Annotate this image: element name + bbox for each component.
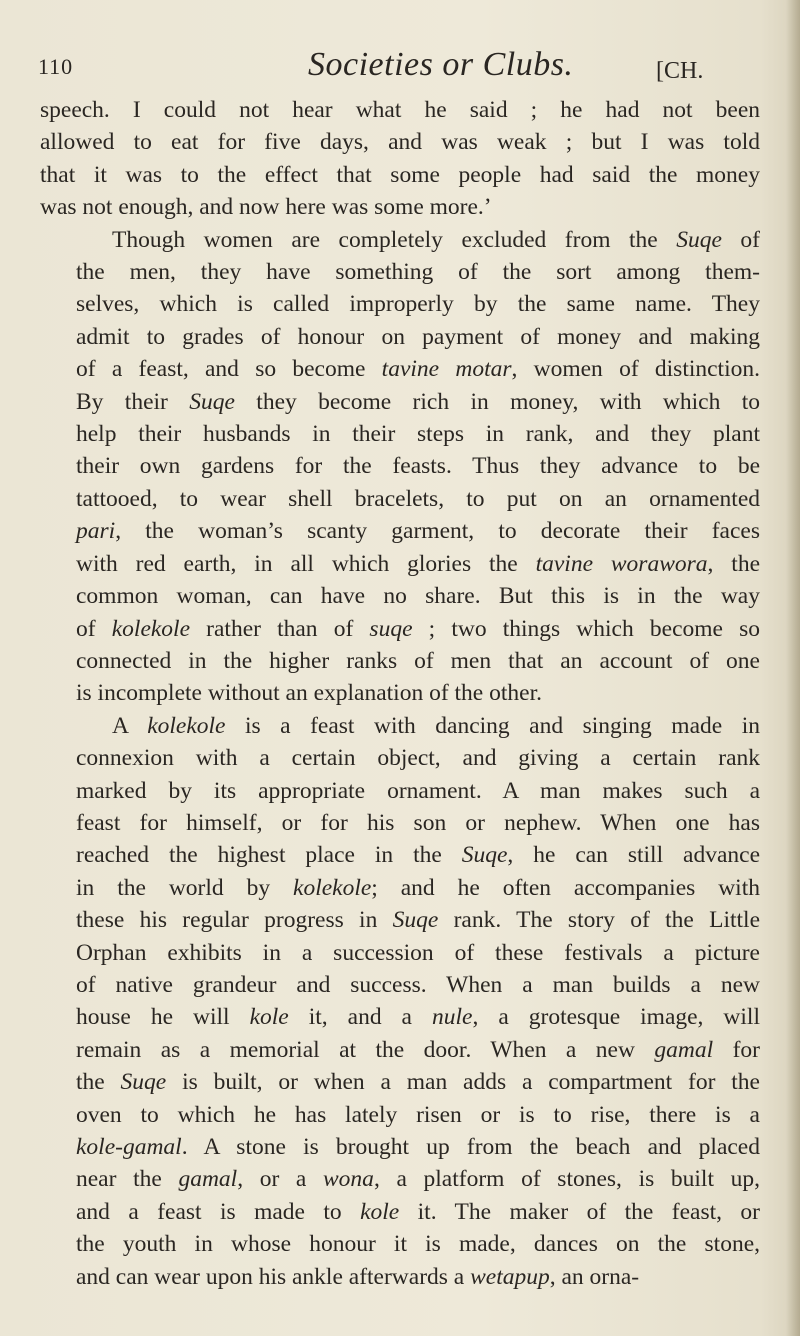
paragraph <box>40 224 760 710</box>
text-line: pari, the woman’s scanty garment, to decorate their faces <box>76 518 760 545</box>
text-line: their own gardens for the feasts. Thus they advance to be <box>76 453 760 480</box>
page-edge-shadow <box>786 0 800 1336</box>
running-head <box>38 46 758 96</box>
text-line: that it was to the effect that some people had said the money <box>40 161 760 188</box>
text-line: common woman, can have no share. But this is in the way <box>76 583 760 610</box>
text-line: was not enough, and now here was some more.’ <box>40 194 492 221</box>
text-line: feast for himself, or for his son or nephew. When one has <box>76 809 760 836</box>
body-text <box>40 94 760 1293</box>
text-line: A kolekole is a feast with dancing and singing made in <box>112 712 760 739</box>
text-line: tattooed, to wear shell bracelets, to put on an ornamented <box>76 485 760 512</box>
text-line: allowed to eat for five days, and was weak ; but I was told <box>40 129 760 156</box>
page-number: 110 <box>38 54 74 79</box>
text-line: is incomplete without an explanation of the other. <box>76 680 542 707</box>
text-line: of kolekole rather than of suqe ; two things which become so <box>76 615 760 642</box>
text-line: Though women are completely excluded from the Suqe of <box>112 226 760 253</box>
text-line: the youth in whose honour it is made, dances on the stone, <box>76 1231 760 1258</box>
chapter-mark: [CH. <box>656 58 704 84</box>
text-line: reached the highest place in the Suqe, he can still advance <box>76 842 761 869</box>
running-title: Societies or Clubs. <box>308 46 574 83</box>
text-line: these his regular progress in Suqe rank. The story of the Little <box>76 907 760 934</box>
text-line: By their Suqe they become rich in money, with which to <box>76 388 760 415</box>
text-line: marked by its appropriate ornament. A man makes such a <box>76 777 760 804</box>
text-line: and can wear upon his ankle afterwards a wetapup, an orna- <box>76 1263 640 1290</box>
text-line: near the gamal, or a wona, a platform of stones, is built up, <box>76 1166 760 1193</box>
text-line: oven to which he has lately risen or is to rise, there is a <box>76 1101 760 1128</box>
text-line: kole-gamal. A stone is brought up from the beach and placed <box>76 1134 760 1160</box>
text-line: help their husbands in their steps in rank, and they plant <box>76 421 760 448</box>
text-line: of native grandeur and success. When a man builds a new <box>76 971 760 998</box>
text-line: and a feast is made to kole it. The maker of the feast, or <box>76 1198 760 1225</box>
text-line: the Suqe is built, or when a man adds a compartment for the <box>76 1069 760 1096</box>
paragraph <box>40 710 760 1293</box>
text-line: connected in the higher ranks of men that an account of one <box>76 647 760 674</box>
paragraph <box>40 94 760 224</box>
text-line: with red earth, in all which glories the tavine worawora, the <box>76 550 761 577</box>
text-line: house he will kole it, and a nule, a grotesque image, will <box>76 1004 760 1031</box>
text-line: speech. I could not hear what he said ; he had not been <box>40 97 760 123</box>
text-line: connexion with a certain object, and giving a certain rank <box>76 745 760 772</box>
text-line: admit to grades of honour on payment of money and making <box>76 323 760 350</box>
text-line: selves, which is called improperly by the same name. They <box>76 291 760 318</box>
text-line: of a feast, and so become tavine motar, women of distinction. <box>76 356 760 383</box>
text-line: remain as a memorial at the door. When a new gamal for <box>76 1036 760 1063</box>
text-line: Orphan exhibits in a succession of these festivals a picture <box>76 939 760 966</box>
text-line: in the world by kolekole; and he often accompanies with <box>76 874 760 901</box>
text-line: the men, they have something of the sort among them- <box>76 259 760 286</box>
